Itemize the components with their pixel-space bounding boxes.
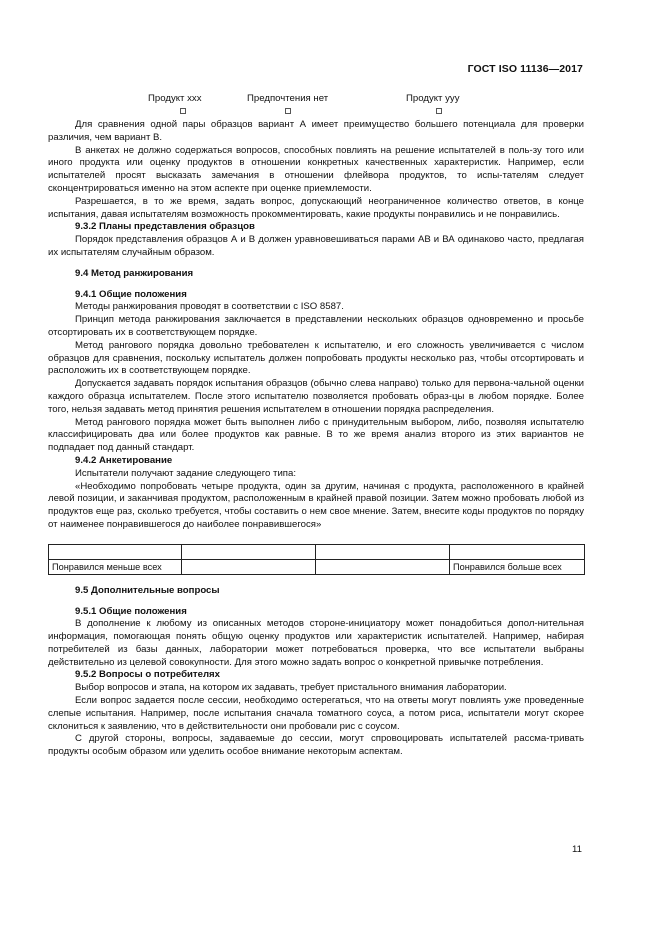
paragraph: Метод рангового порядка может быть выполнен либо с принудительным выбором, либо, позволяя испытателю классифицировать два или более продуктов как равные. В то же время анализ второго из этих вариантов не подпадает под данный стандарт.: [48, 416, 584, 454]
ranking-code-cell[interactable]: [182, 544, 316, 559]
body-text: [48, 119, 584, 759]
paragraph: Разрешается, в то же время, задать вопрос, допускающий неограниченное количество ответов, в конце испытания, давая испытателям возможность прокомментировать, какие продукты понравились и не понравились.: [48, 195, 584, 220]
document-code: ГОСТ ISO 11136—2017: [467, 63, 583, 75]
paragraph: Испытатели получают задание следующего типа:: [75, 467, 297, 479]
ranking-code-cell[interactable]: [450, 544, 585, 559]
ranking-label-cell: [182, 559, 316, 574]
paragraph: «Необходимо попробовать четыре продукта, один за другим, начиная с продукта, расположенного в крайней левой позиции, и заканчивая продуктом, расположенным в крайней правой позиции. Затем можно пробовать любой из продуктов еще раз, сколько требуется, чтобы составить о нем свое мнение. Затем, внесите коды продуктов по порядку от наименее понравившегося до наиболее понравившегося»: [48, 480, 584, 530]
paragraph: Метод рангового порядка довольно требователен к испытателю, и его сложность увеличивается с числом образцов для сравнения, поскольку испытатель должен попробовать продукты несколько раз, чтобы отсортировать и расположить их в соответствующем порядке.: [48, 339, 584, 377]
page-number: 11: [572, 844, 582, 855]
paragraph: Порядок представления образцов А и В должен уравновешиваться парами АВ и ВА одинаково часто, предлагая их испытателям случайным образом.: [48, 234, 584, 258]
paragraph: С другой стороны, вопросы, задаваемые до сессии, могут спровоцировать испытателей рассма-тривать продукты особым образом или уделить особое внимание некоторым аспектам.: [48, 733, 584, 758]
ranking-table: [48, 544, 585, 575]
section-heading-9-5: 9.5 Дополнительные вопросы: [75, 584, 220, 596]
checkbox-product-yyy[interactable]: [436, 108, 442, 114]
paragraph: Допускается задавать порядок испытания образцов (обычно слева направо) только для первона-чальной оценки каждого образца испытателем. После этого испытателю позволяется пробовать образ-цы в любом порядке. Более того, нельзя задавать метод принятия решения испытателем в отношении порядка распределения.: [48, 378, 584, 415]
paragraph: Выбор вопросов и этапа, на котором их задавать, требует пристального внимания лаборатории.: [75, 682, 507, 694]
checkbox-product-xxx[interactable]: [180, 108, 186, 114]
paragraph: В анкетах не должно содержаться вопросов, способных повлиять на решение испытателей в поль-зу того или иного продукта или оценку продуктов в отношении конкретных качественных характеристик. Например, если испытателей просят высказать замечания в отношении флейвора продуктов, то испы-тателям следует сконцентрироваться именно на этом аспекте при оценке приемлемости.: [48, 144, 584, 194]
paragraph: В дополнение к любому из описанных методов стороне-инициатору может понадобиться допол-нительная информация, помогающая понять общую оценку продуктов или характеристик испытателей. Например, набирая потребителей из базы данных, лаборатории может потребоваться проверка, что все испытатели выбраны действительно из целевой совокупности. Для этого можно задать вопрос о конкретной привычке потребления.: [48, 618, 584, 668]
table-row: [49, 544, 585, 559]
section-heading-9-3-2: 9.3.2 Планы представления образцов: [75, 221, 255, 233]
section-heading-9-5-1: 9.5.1 Общие положения: [75, 605, 187, 617]
scale-option-product-xxx: Продукт ххх: [148, 93, 202, 104]
table-row: [49, 559, 585, 574]
ranking-label-least-liked: Понравился меньше всех: [49, 559, 182, 574]
ranking-label-cell: [316, 559, 450, 574]
section-heading-9-4-2: 9.4.2 Анкетирование: [75, 454, 173, 466]
section-heading-9-5-2: 9.5.2 Вопросы о потребителях: [75, 669, 220, 681]
scale-option-no-preference: Предпочтения нет: [247, 93, 329, 104]
preference-scale: [0, 93, 661, 119]
ranking-code-cell[interactable]: [316, 544, 450, 559]
section-heading-9-4-1: 9.4.1 Общие положения: [75, 288, 187, 300]
checkbox-no-preference[interactable]: [285, 108, 291, 114]
paragraph: Для сравнения одной пары образцов вариант А имеет преимущество большего потенциала для проверки различия, чем вариант В.: [48, 119, 584, 143]
paragraph: Методы ранжирования проводят в соответствии с ISO 8587.: [75, 301, 344, 313]
ranking-label-most-liked: Понравился больше всех: [450, 559, 585, 574]
paragraph: Если вопрос задается после сессии, необходимо остерегаться, что на ответы могут повлиять уже проведенные слепые испытания. Например, после испытания сначала томатного соуса, а потом риса, испытатели могут скорее склониться к заявлению, что в действительности они пробовали рис с соусом.: [48, 695, 584, 732]
scale-option-product-yyy: Продукт ууу: [406, 93, 460, 104]
paragraph: Принцип метода ранжирования заключается в представлении нескольких образцов одновременно и просьбе отсортировать их в соответствующем порядке.: [48, 314, 584, 338]
ranking-code-cell[interactable]: [49, 544, 182, 559]
section-heading-9-4: 9.4 Метод ранжирования: [75, 267, 194, 279]
